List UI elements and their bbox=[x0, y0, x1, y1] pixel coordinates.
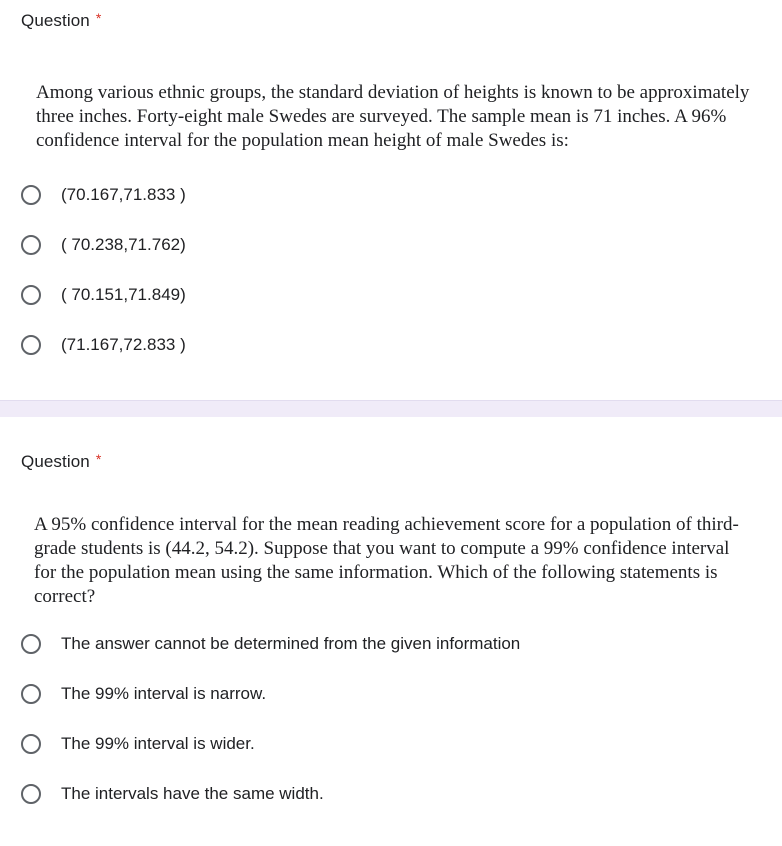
question-title-text: Question bbox=[21, 11, 90, 30]
answer-option-4[interactable] bbox=[21, 332, 186, 358]
question-text: Among various ethnic groups, the standard deviation of heights is known to be approximately three inches. Forty-eight male Swedes are surveyed. The sample mean is 71 inches. A 96% confidence interval for the population mean height of male Swedes is: bbox=[36, 82, 750, 151]
question-title bbox=[21, 10, 101, 31]
radio-button[interactable] bbox=[21, 634, 41, 654]
card-separator bbox=[0, 400, 782, 417]
question-title bbox=[21, 451, 101, 472]
answer-option-label: (70.167,71.833 ) bbox=[61, 185, 186, 204]
answer-option-label: The 99% interval is wider. bbox=[61, 734, 255, 753]
answer-option-2[interactable] bbox=[21, 681, 266, 707]
radio-button[interactable] bbox=[21, 684, 41, 704]
radio-button[interactable] bbox=[21, 285, 41, 305]
radio-button[interactable] bbox=[21, 784, 41, 804]
radio-button[interactable] bbox=[21, 235, 41, 255]
answer-option-label: The 99% interval is narrow. bbox=[61, 684, 267, 703]
radio-button[interactable] bbox=[21, 185, 41, 205]
radio-button[interactable] bbox=[21, 335, 41, 355]
answer-option-label: ( 70.151,71.849) bbox=[61, 285, 186, 304]
answer-option-1[interactable] bbox=[21, 631, 520, 657]
answer-option-1[interactable] bbox=[21, 182, 186, 208]
answer-option-label: The intervals have the same width. bbox=[61, 784, 324, 803]
radio-button[interactable] bbox=[21, 734, 41, 754]
answer-option-label: The answer cannot be determined from the given information bbox=[61, 634, 521, 653]
required-asterisk: * bbox=[95, 451, 102, 467]
answer-option-4[interactable] bbox=[21, 781, 324, 807]
answer-option-label: ( 70.238,71.762) bbox=[61, 235, 186, 254]
question-card-1 bbox=[0, 0, 782, 400]
question-text: A 95% confidence interval for the mean reading achievement score for a population of third-grade students is (44.2, 54.2). Suppose that you want to compute a 99% confidence interval for the population mean using the same information. Which of the following statements is correct? bbox=[34, 514, 739, 607]
answer-option-label: (71.167,72.833 ) bbox=[61, 335, 186, 354]
question-title-text: Question bbox=[21, 452, 90, 471]
answer-option-2[interactable] bbox=[21, 232, 186, 258]
answer-option-3[interactable] bbox=[21, 282, 186, 308]
required-asterisk: * bbox=[95, 10, 102, 26]
answer-option-3[interactable] bbox=[21, 731, 255, 757]
